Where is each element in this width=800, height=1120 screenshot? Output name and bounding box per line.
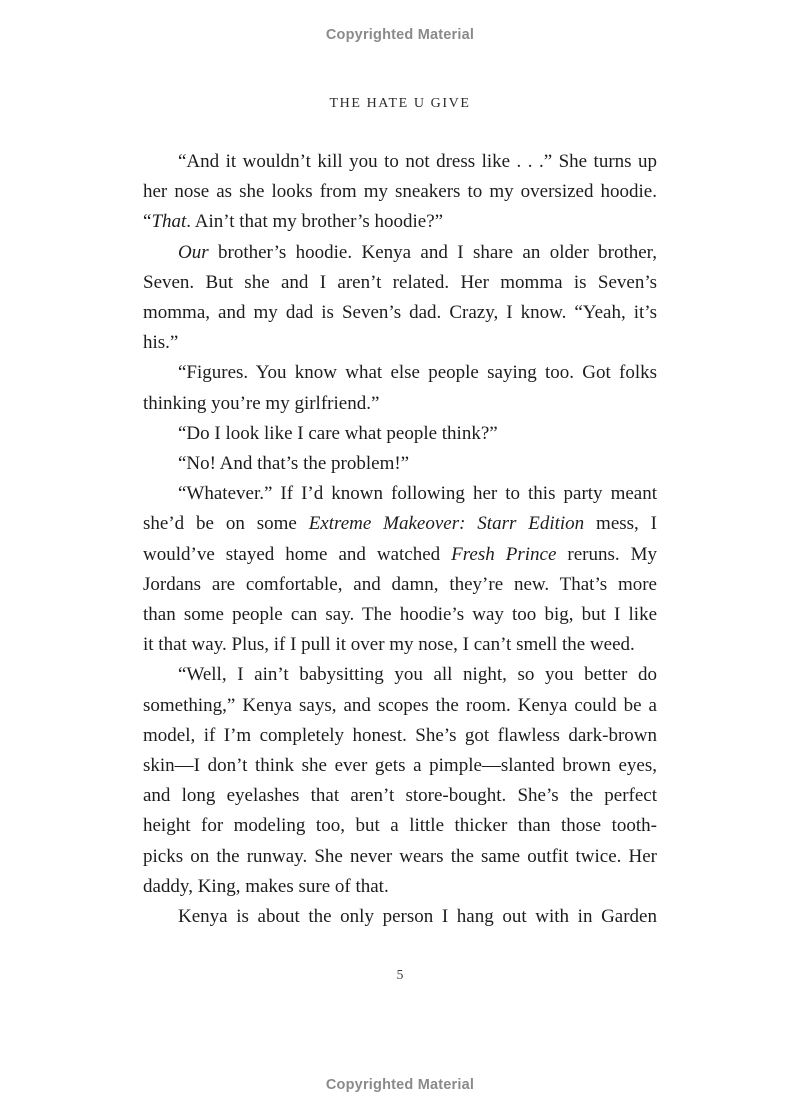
text-line [143, 600, 657, 630]
paragraph [143, 449, 657, 479]
text-line [143, 479, 657, 509]
text-run: . Ain’t that my brother’s hoodie?” [186, 211, 444, 233]
paragraph [143, 419, 657, 449]
text-run: skin—I don’t think she ever gets a pimple—slanted brown eyes, [143, 755, 657, 777]
text-run: “Whatever.” If I’d known following her to this party meant [178, 483, 657, 505]
paragraph [143, 660, 657, 902]
paragraph [143, 902, 657, 932]
text-run: thinking you’re my girlfriend.” [143, 392, 380, 414]
text-line [143, 691, 657, 721]
text-run: That [151, 211, 187, 233]
text-run: Fresh Prince [451, 543, 557, 565]
text-run: Seven. But she and I aren’t related. Her momma is Seven’s [143, 271, 657, 293]
text-run: Jordans are comfortable, and damn, they’re new. That’s more [143, 573, 657, 595]
text-line [143, 660, 657, 690]
paragraph [143, 479, 657, 660]
page-number: 5 [396, 967, 404, 982]
copyright-notice-bottom: Copyrighted Material [325, 1077, 475, 1093]
text-run: than some people can say. The hoodie’s way too big, but I like [143, 604, 657, 626]
text-line [143, 238, 657, 268]
text-run: it that way. Plus, if I pull it over my nose, I can’t smell the weed. [143, 634, 635, 656]
text-line [143, 721, 657, 751]
text-run: “No! And that’s the problem!” [178, 453, 410, 475]
text-line [143, 298, 657, 328]
paragraph [143, 147, 657, 238]
text-run: would’ve stayed home and watched [143, 543, 452, 565]
text-run: his.” [143, 332, 179, 354]
text-line [143, 509, 657, 539]
text-run: Kenya is about the only person I hang out with in Garden [178, 906, 657, 928]
text-run: picks on the runway. She never wears the same outfit twice. Her [143, 845, 657, 867]
text-line [143, 389, 657, 419]
text-line [143, 419, 657, 449]
text-line [143, 358, 657, 388]
text-run: she’d be on some [143, 513, 309, 535]
text-run: “Do I look like I care what people think?” [178, 422, 498, 444]
text-run: and long eyelashes that aren’t store-bought. She’s the perfect [143, 785, 657, 807]
page-body-text [143, 147, 657, 932]
text-run: “ [143, 211, 152, 233]
text-run: “And it wouldn’t kill you to not dress like . . .” She turns up [178, 151, 657, 172]
text-run: daddy, King, makes sure of that. [143, 875, 389, 897]
text-run: “Well, I ain’t babysitting you all night, so you better do [178, 664, 657, 686]
text-run: mess, I [584, 513, 658, 535]
text-line [143, 781, 657, 811]
text-run: height for modeling too, but a little thicker than those tooth- [143, 815, 657, 837]
text-run: something,” Kenya says, and scopes the room. Kenya could be a [143, 694, 657, 716]
text-line [143, 540, 657, 570]
text-run: brother’s hoodie. Kenya and I share an older brother, [208, 241, 657, 263]
text-line [143, 751, 657, 781]
text-line [143, 570, 657, 600]
text-line [143, 147, 657, 177]
paragraph [143, 358, 657, 418]
running-header: THE HATE U GIVE [329, 96, 471, 111]
text-run: “Figures. You know what else people saying too. Got folks [178, 362, 657, 384]
text-run: Extreme Makeover: Starr Edition [308, 513, 585, 535]
text-run: her nose as she looks from my sneakers to my oversized hoodie. [143, 181, 657, 203]
text-line [143, 811, 657, 841]
text-line [143, 177, 657, 207]
paragraph [143, 238, 657, 359]
text-run: reruns. My [556, 543, 657, 565]
text-line [143, 872, 657, 902]
text-line [143, 902, 657, 932]
text-run: momma, and my dad is Seven’s dad. Crazy, I know. “Yeah, it’s [143, 302, 657, 324]
text-line [143, 449, 657, 479]
text-line [143, 268, 657, 298]
text-line [143, 207, 657, 237]
text-run: model, if I’m completely honest. She’s got flawless dark-brown [143, 724, 657, 746]
text-line [143, 842, 657, 872]
text-line [143, 630, 657, 660]
copyright-notice-top: Copyrighted Material [325, 27, 475, 43]
text-run: Our [178, 241, 209, 263]
text-line [143, 328, 657, 358]
